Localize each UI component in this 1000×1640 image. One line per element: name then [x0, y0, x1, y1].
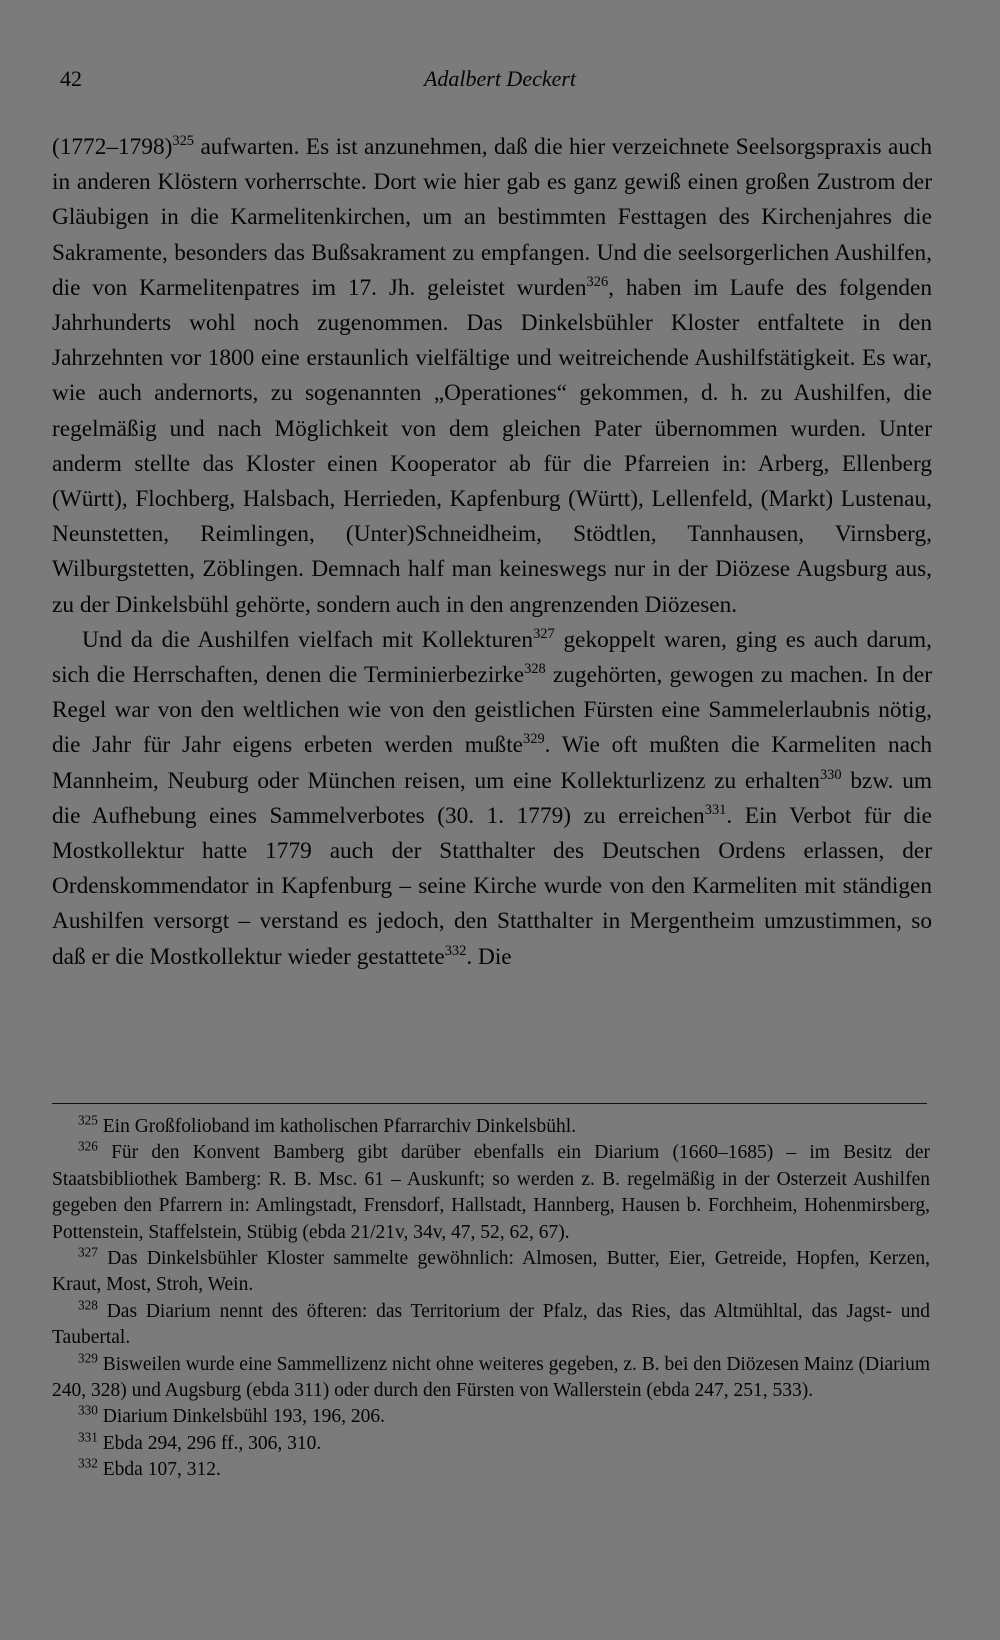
page-number: 42 — [60, 66, 82, 91]
footnote-number: 327 — [78, 1244, 98, 1260]
footnote-text: Diarium Dinkelsbühl 193, 196, 206. — [102, 1406, 385, 1428]
text-run: . Ein Verbot für die Mostkollektur hatte 1779 auch der Statthalter des Deutschen Ordens erlassen, der Ordenskommendator in Kapfenburg – seine Kirche wurde von den Karmeliten mit ständigen Aushilfen versorgt – verstand es jedoch, den Statthalter in Mergentheim umzustimmen, so daß er die Mostkollektur wieder gestattete — [52, 802, 932, 970]
footnote-ref-325: 325 — [172, 133, 195, 150]
footnote-number: 329 — [78, 1350, 98, 1366]
footnote-number: 331 — [78, 1429, 98, 1445]
footnote — [52, 1140, 930, 1246]
footnote-ref-331: 331 — [704, 801, 727, 818]
text-run: bzw. um die Aufhebung eines Sammelverbotes (30. 1. 1779) zu erreichen — [52, 767, 932, 829]
footnotes — [52, 1114, 930, 1484]
footnote-text: Das Dinkelsbühler Kloster sammelte gewöhnlich: Almosen, Butter, Eier, Getreide, Hopfen, Kerzen, Kraut, Most, Stroh, Wein. — [52, 1248, 930, 1296]
footnote — [52, 1352, 930, 1405]
footnote-number: 330 — [78, 1403, 98, 1419]
footnote-text: Das Diarium nennt des öfteren: das Territorium der Pfalz, das Ries, das Altmühltal, das Jagst- und Taubertal. — [52, 1300, 930, 1349]
footnote-text: Ein Großfolioband im katholischen Pfarrarchiv Dinkelsbühl. — [102, 1116, 577, 1137]
main-text — [52, 130, 932, 975]
footnote — [52, 1299, 930, 1352]
footnote-number: 326 — [78, 1139, 98, 1155]
text-run: gekoppelt waren, ging es auch darum, sich die Herrschaften, denen die Terminierbezirke — [52, 626, 932, 689]
footnote — [52, 1431, 930, 1457]
footnote-number: 328 — [78, 1297, 98, 1313]
text-run: zugehörten, gewogen zu machen. In der Regel war von den weltlichen wie von den geistlichen Fürsten eine Sammelerlaubnis nötig, die Jahr für Jahr eigens erbeten werden mußte — [52, 662, 932, 759]
footnote — [52, 1404, 930, 1430]
text-run: Und da die Aushilfen vielfach mit Kollekturen — [82, 626, 534, 653]
text-run: . Wie oft mußten die Karmeliten nach Mannheim, Neuburg oder München reisen, um eine Kollekturlizenz zu erhalten — [52, 732, 932, 794]
text-run: aufwarten. Es ist anzunehmen, daß die hier verzeichnete Seelsorgspraxis auch in anderen Klöstern vorherrschte. Dort wie hier gab es ganz gewiß einen großen Zustrom der Gläubigen in die Karmelitenkirchen, um an bestimmten Festtagen des Kirchenjahres die Sakramente, besonders das Bußsakrament zu empfangen. Und die seelsorgerlichen Aushilfen, die von Karmelitenpatres im 17. Jh. geleistet wurden — [52, 134, 932, 301]
footnote-ref-328: 328 — [524, 661, 546, 678]
footnote-ref-330: 330 — [819, 766, 842, 783]
footnote-number: 325 — [78, 1112, 98, 1128]
footnote-ref-332: 332 — [444, 942, 467, 959]
running-head: Adalbert Deckert — [423, 66, 577, 91]
text-run: (1772–1798) — [52, 134, 173, 160]
footnote-text: Ebda 294, 296 ff., 306, 310. — [102, 1432, 322, 1454]
footnote — [52, 1246, 930, 1299]
footnote-text: Ebda 107, 312. — [102, 1459, 221, 1481]
footnote-ref-329: 329 — [523, 731, 545, 748]
footnote — [52, 1114, 930, 1140]
text-run: . Die — [466, 943, 512, 970]
footnote-divider — [52, 1103, 927, 1104]
paragraph-2 — [52, 623, 932, 975]
footnote — [52, 1457, 930, 1483]
footnote-text: Bisweilen wurde eine Sammellizenz nicht ohne weiteres gegeben, z. B. bei den Diözesen Mainz (Diarium 240, 328) und Augsburg (ebda 311) oder durch den Fürsten von Wallerstein (ebda 247, 251, 533). — [52, 1353, 930, 1402]
paragraph-1 — [52, 130, 932, 623]
page-header — [0, 60, 1000, 100]
footnote-ref-327: 327 — [533, 625, 555, 642]
footnote-ref-326: 326 — [586, 273, 609, 290]
footnote-text: Für den Konvent Bamberg gibt darüber ebenfalls ein Diarium (1660–1685) – im Besitz der Staatsbibliothek Bamberg: R. B. Msc. 61 – Auskunft; so werden z. B. regelmäßig in der Osterzeit Aushilfen gegeben den Pfarrern in: Amlingstadt, Frensdorf, Hallstadt, Hannberg, Hausen b. Forchheim, Hohenmirsberg, Pottenstein, Staffelstein, Stübig (ebda 21/21v, 34v, 47, 52, 62, 67). — [52, 1142, 930, 1243]
text-run: , haben im Laufe des folgenden Jahrhunderts wohl noch zugenommen. Das Dinkelsbühler Kloster entfaltete in den Jahrzehnten vor 1800 eine erstaunlich vielfältige und weitreichende Aushilfstätigkeit. Es war, wie auch andernorts, zu sogenannten „Operationes“ gekommen, d. h. zu Aushilfen, die regelmäßig und nach Möglichkeit von dem gleichen Pater übernommen wurden. Unter anderm stellte das Kloster einen Kooperator ab für die Pfarreien in: Arberg, Ellenberg (Württ), Flochberg, Halsbach, Herrieden, Kapfenburg (Württ), Lellenfeld, (Markt) Lustenau, Neunstetten, Reimlingen, (Unter)Schneidheim, Stödtlen, Tannhausen, Virnsberg, Wilburgstetten, Zöblingen. Demnach half man keineswegs nur in der Diözese Augsburg aus, zu der Dinkelsbühl gehörte, sondern auch in den angrenzenden Diözesen. — [52, 274, 932, 618]
footnote-number: 332 — [78, 1456, 98, 1471]
